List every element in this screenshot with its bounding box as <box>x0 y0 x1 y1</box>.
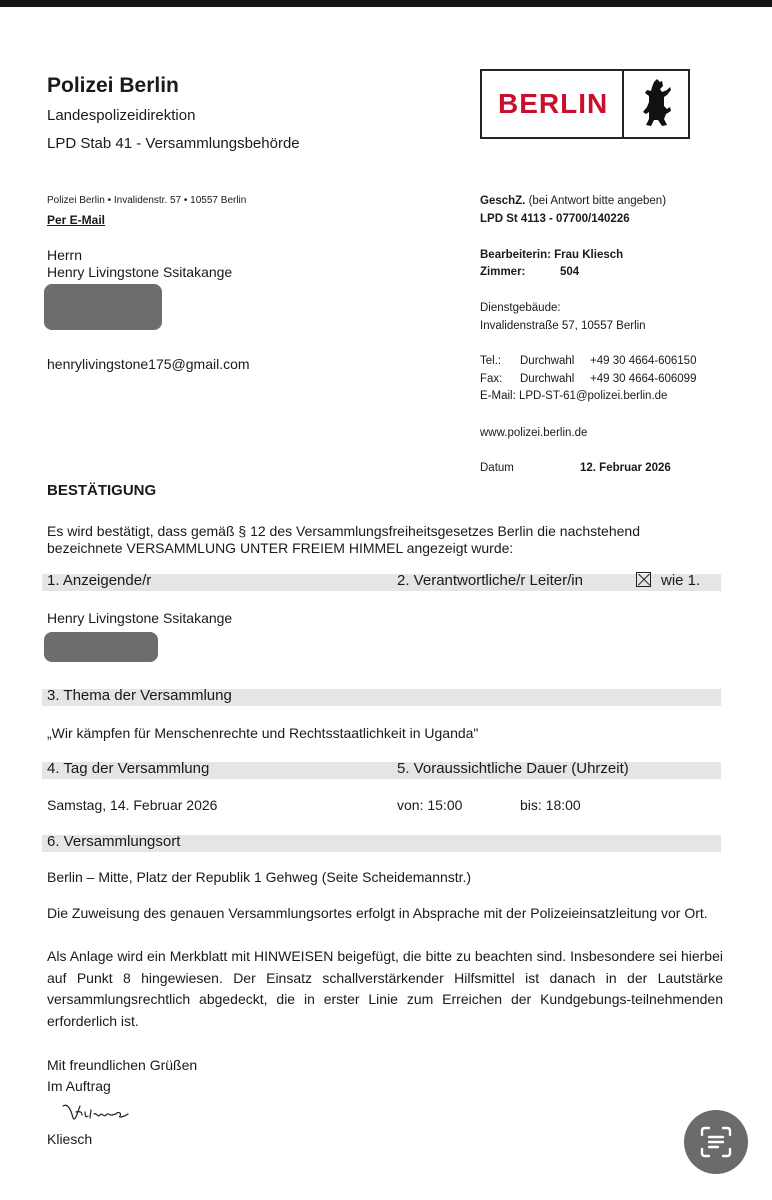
checkbox-label: wie 1. <box>661 572 701 589</box>
section-2-title: 2. Verantwortliche/r Leiter/in <box>397 572 583 589</box>
section-5-title: 5. Voraussichtliche Dauer (Uhrzeit) <box>397 760 629 777</box>
assembly-date: Samstag, 14. Februar 2026 <box>47 797 218 813</box>
end-time: bis: 18:00 <box>520 797 581 813</box>
phone-label: Tel.: <box>480 355 502 367</box>
closing: Mit freundlichen Grüßen <box>47 1057 198 1073</box>
fax-label: Fax: <box>480 373 503 385</box>
fax-number: +49 30 4664-606099 <box>590 373 697 385</box>
phone-extension-label: Durchwahl <box>520 355 575 367</box>
start-time: von: 15:00 <box>397 797 463 813</box>
section-6-title: 6. Versammlungsort <box>47 833 181 850</box>
scan-text-icon <box>698 1124 734 1160</box>
org-department: Landespolizeidirektion <box>47 107 196 124</box>
checked-box-icon <box>636 572 651 587</box>
on-behalf: Im Auftrag <box>47 1078 111 1094</box>
delivery-method: Per E-Mail <box>47 213 106 227</box>
org-name: Polizei Berlin <box>47 74 179 97</box>
paragraph-location-note: Die Zuweisung des genauen Versammlungsortes erfolgt in Absprache mit der Polizeieinsatzleitung vor Ort. <box>47 905 708 921</box>
office-label: Dienstgebäude: <box>480 302 561 314</box>
sender-line: Polizei Berlin • Invalidenstr. 57 • 10557 Berlin <box>47 195 247 206</box>
office-email: E-Mail: LPD-ST-61@polizei.berlin.de <box>480 390 668 402</box>
berlin-bear-icon <box>640 78 674 130</box>
date-value: 12. Februar 2026 <box>580 462 671 474</box>
room-label: Zimmer: <box>480 266 526 278</box>
paragraph-notice: Als Anlage wird ein Merkblatt mit HINWEISEN beigefügt, die bitte zu beachten sind. Insbesondere sei hierbei auf Punkt 8 hingewiesen. Der Einsatz schallverstärkender Hilfsmittel ist danach in der Lautstärke versammlungsrechtlich abgedeckt, die in erster Linie zum Erreichen der Kundgebungs-teilnehmenden erforderlich ist. <box>47 948 723 1029</box>
reference-number: LPD St 4113 - 07700/140226 <box>480 213 630 225</box>
reference-label: GeschZ. (bei Antwort bitte angeben) <box>480 195 667 207</box>
date-label: Datum <box>480 462 514 474</box>
section-1-title: 1. Anzeigende/r <box>47 572 152 589</box>
fax-extension-label: Durchwahl <box>520 373 575 385</box>
logo-divider <box>622 71 624 137</box>
section-4-title: 4. Tag der Versammlung <box>47 760 210 777</box>
intro-line-1: Es wird bestätigt, dass gemäß § 12 des Versammlungsfreiheitsgesetzes Berlin die nachstehend <box>47 523 640 539</box>
website: www.polizei.berlin.de <box>480 427 588 439</box>
assembly-location: Berlin – Mitte, Platz der Republik 1 Gehweg (Seite Scheidemannstr.) <box>47 869 472 885</box>
document-heading: BESTÄTIGUNG <box>47 482 157 499</box>
assembly-topic: „Wir kämpfen für Menschenrechte und Rechtsstaatlichkeit in Uganda" <box>47 725 479 741</box>
recipient-email: henrylivingstone175@gmail.com <box>47 356 250 372</box>
section-3-title: 3. Thema der Versammlung <box>47 687 232 704</box>
phone-number: +49 30 4664-606150 <box>590 355 697 367</box>
clerk-name: Bearbeiterin: Frau Kliesch <box>480 249 624 261</box>
logo-text: BERLIN <box>498 88 609 119</box>
recipient-name: Henry Livingstone Ssitakange <box>47 264 233 280</box>
org-unit: LPD Stab 41 - Versammlungsbehörde <box>47 135 300 152</box>
office-address: Invalidenstraße 57, 10557 Berlin <box>480 320 646 332</box>
recipient-salutation: Herrn <box>47 247 83 263</box>
room-number: 504 <box>560 266 580 278</box>
text-scan-button[interactable] <box>684 1110 748 1174</box>
signer-name: Kliesch <box>47 1131 93 1147</box>
redacted-applicant-address <box>44 632 158 662</box>
top-edge-bar <box>0 0 772 7</box>
handwritten-signature <box>60 1100 160 1126</box>
redacted-address <box>44 284 162 330</box>
intro-line-2: bezeichnete VERSAMMLUNG UNTER FREIEM HIMMEL angezeigt wurde: <box>47 540 514 556</box>
berlin-logo <box>480 69 690 139</box>
applicant-name: Henry Livingstone Ssitakange <box>47 610 233 626</box>
